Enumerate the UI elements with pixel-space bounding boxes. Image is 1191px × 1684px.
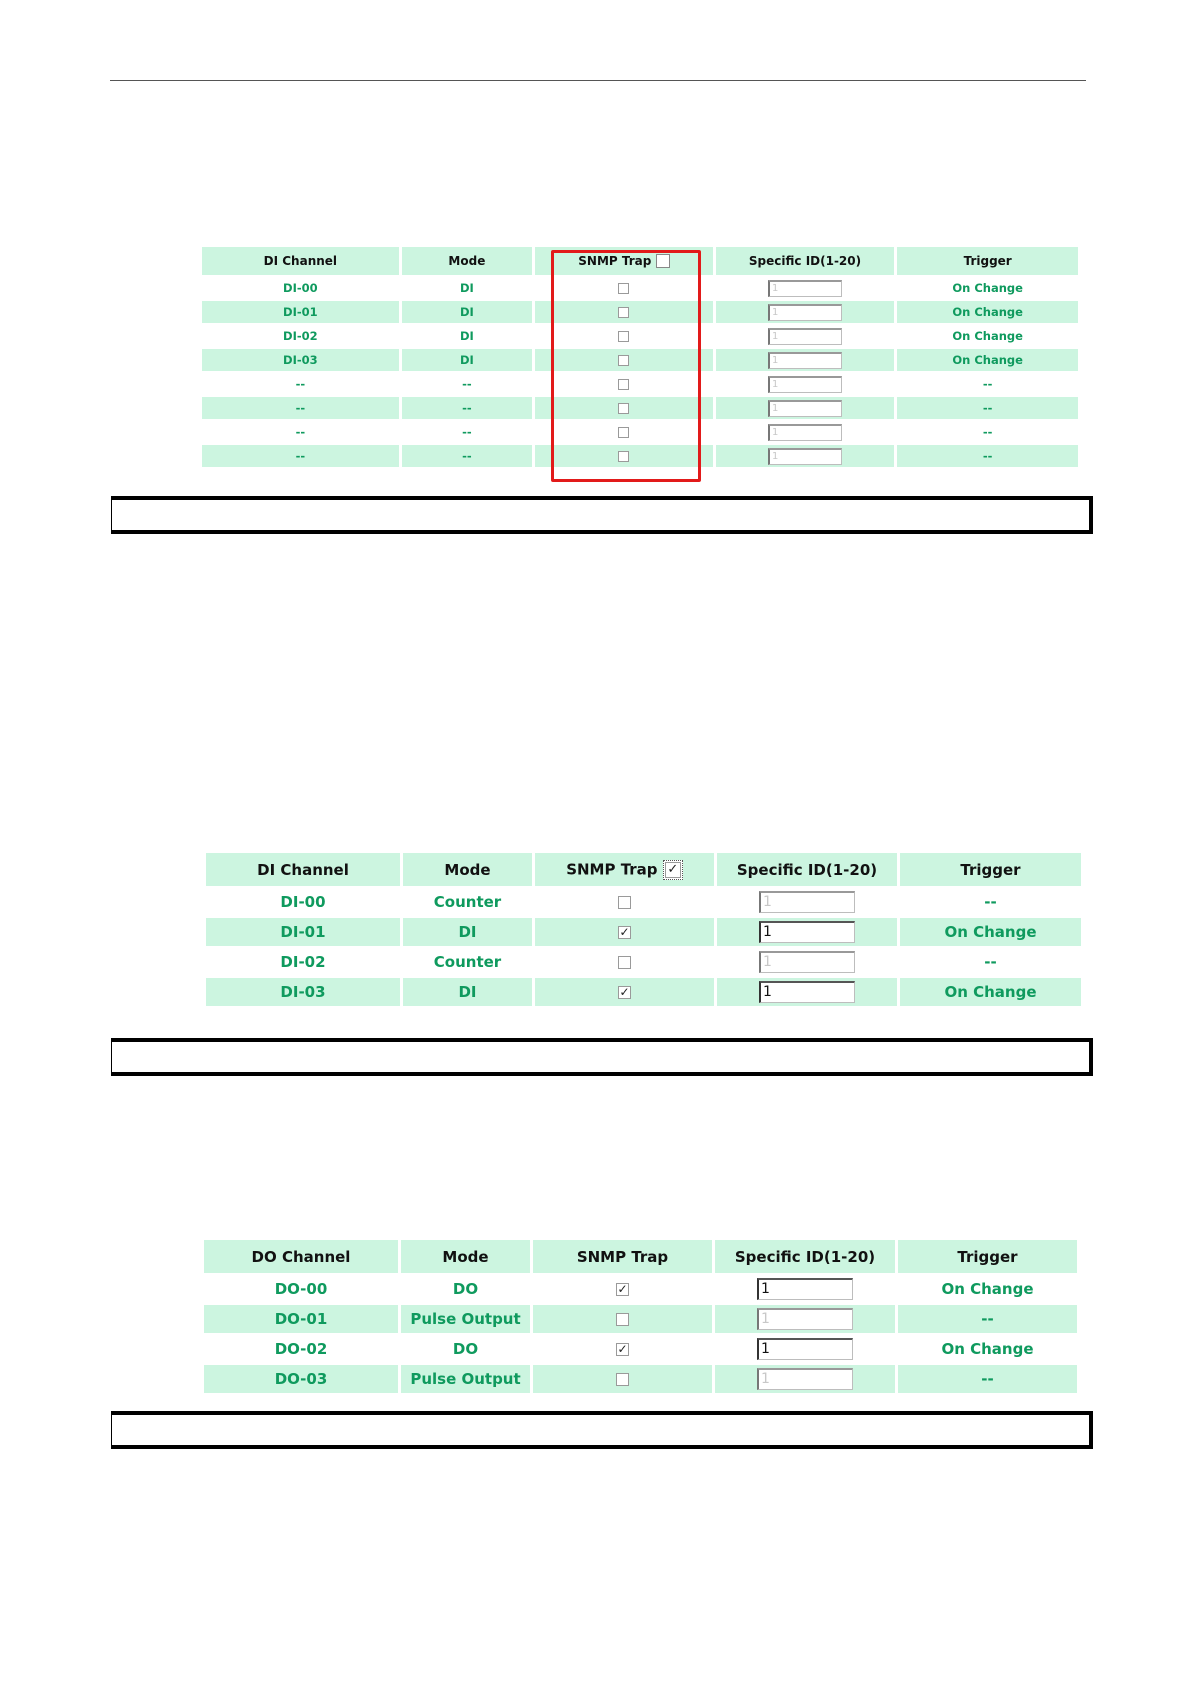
trigger-cell: On Change [898,1335,1077,1363]
trigger-cell: -- [897,445,1078,467]
specific-id-cell [717,978,897,1006]
trigger-cell: -- [898,1305,1077,1333]
specific-id-cell [716,373,895,395]
channel-cell: DI-02 [202,325,399,347]
column-header: Mode [401,1240,530,1273]
note-box [111,496,1093,534]
snmp-trap-checkbox[interactable]: ✓ [617,1342,628,1356]
mode-cell: -- [402,373,532,395]
channel-cell: DI-02 [206,948,400,976]
mode-cell: -- [402,397,532,419]
specific-id-cell [716,349,895,371]
table-row [206,978,1081,1006]
column-header-label: SNMP Trap [578,253,652,268]
snmp-trap-highlight-box [551,250,701,482]
mode-cell: DI [402,277,532,299]
channel-cell: -- [202,421,399,443]
table-header-row [204,1240,1077,1273]
channel-cell: -- [202,397,399,419]
trigger-cell: On Change [897,349,1078,371]
trigger-cell: -- [897,373,1078,395]
mode-cell: DO [401,1335,530,1363]
specific-id-input[interactable]: 1 [759,891,855,913]
trigger-cell: On Change [900,978,1081,1006]
specific-id-input[interactable]: 1 [757,1308,853,1330]
specific-id-input[interactable]: 1 [768,328,842,345]
snmp-trap-cell [533,1335,712,1363]
specific-id-input[interactable]: 1 [757,1338,853,1360]
mode-cell: DI [402,349,532,371]
snmp-trap-cell [535,948,714,976]
specific-id-cell [716,397,895,419]
trigger-cell: -- [897,421,1078,443]
channel-cell: DI-01 [206,918,400,946]
table-row [206,948,1081,976]
table-header-row [206,853,1081,886]
specific-id-input[interactable]: 1 [759,951,855,973]
specific-id-cell [715,1335,895,1363]
column-header: Specific ID(1-20) [716,247,895,275]
specific-id-cell [716,325,895,347]
column-header: Specific ID(1-20) [717,853,897,886]
trigger-cell: -- [900,948,1081,976]
column-header-snmp-trap [535,853,714,886]
mode-cell: DI [403,978,532,1006]
column-header-label: SNMP Trap [566,860,658,878]
page-header-rule [110,80,1086,81]
channel-cell: DI-03 [202,349,399,371]
specific-id-cell [716,301,895,323]
trigger-cell: On Change [897,277,1078,299]
table-row [204,1275,1077,1303]
table-row [204,1305,1077,1333]
snmp-trap-checkbox[interactable] [616,1313,629,1326]
table-row [204,1365,1077,1393]
specific-id-input[interactable]: 1 [768,424,842,441]
column-header: Trigger [897,247,1078,275]
specific-id-cell [717,948,897,976]
mode-cell: Pulse Output [401,1365,530,1393]
column-header: Trigger [898,1240,1077,1273]
snmp-trap-cell [535,978,714,1006]
column-header: Trigger [900,853,1081,886]
specific-id-input[interactable]: 1 [759,981,855,1003]
mode-cell: Counter [403,948,532,976]
column-header: SNMP Trap [533,1240,712,1273]
channel-cell: -- [202,445,399,467]
table-row [206,918,1081,946]
channel-cell: DI-00 [206,888,400,916]
column-header: DI Channel [202,247,399,275]
note-box [111,1038,1093,1076]
snmp-trap-checkbox[interactable]: ✓ [619,925,630,939]
channel-cell: DI-00 [202,277,399,299]
mode-cell: DI [403,918,532,946]
snmp-trap-checkbox[interactable] [618,956,631,969]
table-row [206,888,1081,916]
snmp-trap-checkbox[interactable] [616,1373,629,1386]
trigger-cell: -- [900,888,1081,916]
do-channel-table [201,1238,1080,1395]
specific-id-cell [717,888,897,916]
channel-cell: DO-03 [204,1365,398,1393]
specific-id-input[interactable]: 1 [757,1368,853,1390]
specific-id-input[interactable]: 1 [768,376,842,393]
mode-cell: DO [401,1275,530,1303]
column-header: Mode [403,853,532,886]
column-header: DI Channel [206,853,400,886]
mode-cell: Counter [403,888,532,916]
snmp-trap-cell [533,1275,712,1303]
snmp-trap-checkbox[interactable] [618,896,631,909]
select-all-checkbox[interactable]: ✓ [663,860,683,880]
specific-id-input[interactable]: 1 [768,448,842,465]
column-header: DO Channel [204,1240,398,1273]
snmp-trap-cell [535,888,714,916]
mode-cell: Pulse Output [401,1305,530,1333]
specific-id-input[interactable]: 1 [759,921,855,943]
snmp-trap-cell [533,1305,712,1333]
specific-id-input[interactable]: 1 [768,280,842,297]
note-box [111,1411,1093,1449]
trigger-cell: On Change [900,918,1081,946]
snmp-trap-cell [533,1365,712,1393]
channel-cell: DI-01 [202,301,399,323]
column-header: Mode [402,247,532,275]
channel-cell: DO-02 [204,1335,398,1363]
specific-id-input[interactable]: 1 [757,1278,853,1300]
snmp-trap-checkbox[interactable]: ✓ [617,1282,628,1296]
specific-id-cell [715,1365,895,1393]
specific-id-cell [717,918,897,946]
mode-cell: -- [402,421,532,443]
specific-id-cell [715,1305,895,1333]
specific-id-input[interactable]: 1 [768,352,842,369]
snmp-trap-checkbox[interactable]: ✓ [619,985,630,999]
channel-cell: -- [202,373,399,395]
column-header: Specific ID(1-20) [715,1240,895,1273]
trigger-cell: -- [897,397,1078,419]
specific-id-cell [716,445,895,467]
trigger-cell: On Change [898,1275,1077,1303]
trigger-cell: On Change [897,325,1078,347]
trigger-cell: On Change [897,301,1078,323]
mode-cell: DI [402,325,532,347]
specific-id-cell [716,277,895,299]
specific-id-cell [716,421,895,443]
di-channel-table-mixed [203,851,1084,1008]
snmp-trap-cell [535,918,714,946]
channel-cell: DO-00 [204,1275,398,1303]
channel-cell: DO-01 [204,1305,398,1333]
table-row [204,1335,1077,1363]
channel-cell: DI-03 [206,978,400,1006]
mode-cell: -- [402,445,532,467]
specific-id-input[interactable]: 1 [768,400,842,417]
mode-cell: DI [402,301,532,323]
trigger-cell: -- [898,1365,1077,1393]
specific-id-input[interactable]: 1 [768,304,842,321]
specific-id-cell [715,1275,895,1303]
